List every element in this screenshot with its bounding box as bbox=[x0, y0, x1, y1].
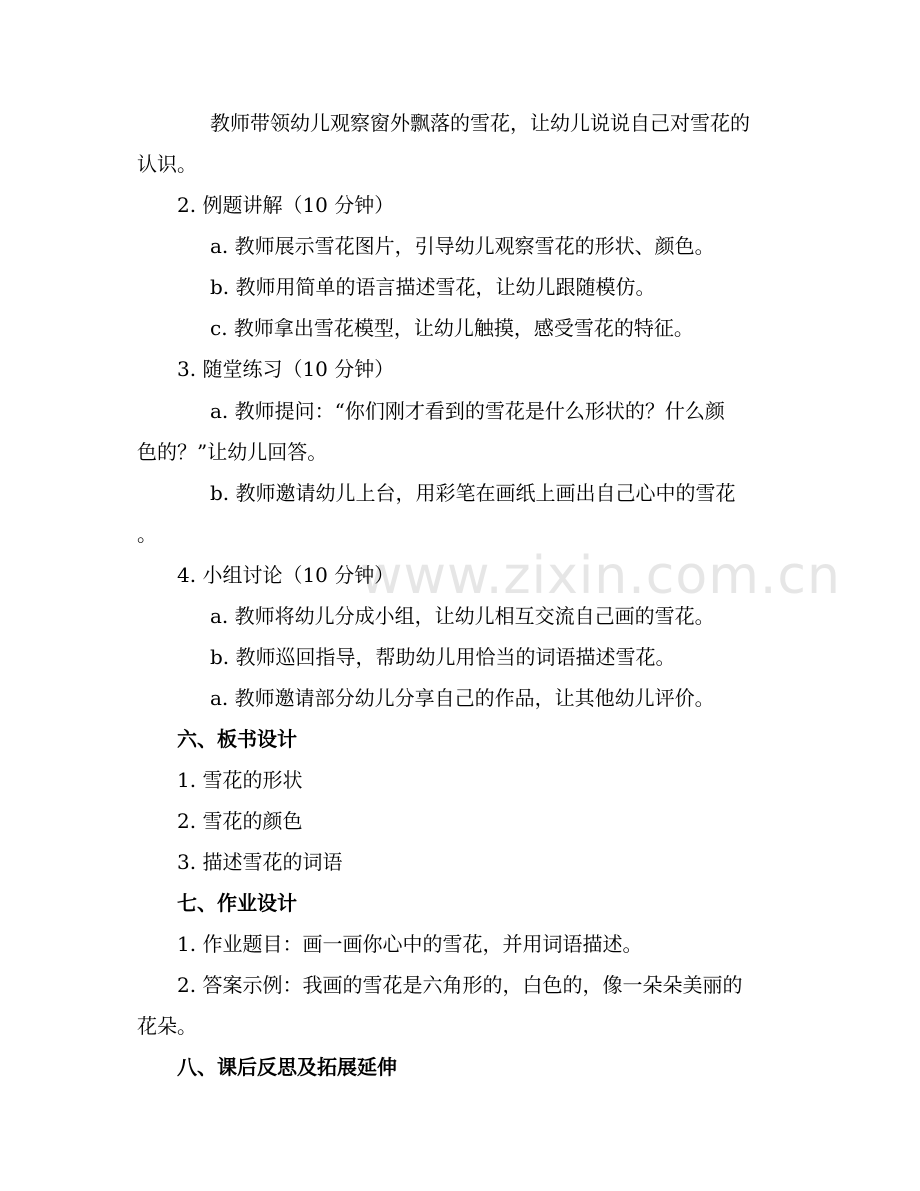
watermark: www.zixin.com.cn bbox=[360, 546, 841, 606]
list-item: b. 教师巡回指导，帮助幼儿用恰当的词语描述雪花。 bbox=[210, 645, 676, 669]
text-line: 认识。 bbox=[137, 152, 197, 176]
list-item: 2. 例题讲解（10 分钟） bbox=[177, 193, 395, 217]
text-line: 。 bbox=[137, 522, 157, 546]
section-heading: 七、作业设计 bbox=[177, 891, 297, 915]
list-item: 3. 描述雪花的词语 bbox=[177, 850, 343, 874]
list-item: b. 教师用简单的语言描述雪花，让幼儿跟随模仿。 bbox=[210, 275, 656, 299]
list-item: a. 教师展示雪花图片，引导幼儿观察雪花的形状、颜色。 bbox=[210, 234, 715, 258]
section-heading: 六、板书设计 bbox=[177, 727, 297, 751]
text-line: 色的？”让幼儿回答。 bbox=[137, 440, 328, 464]
text-line: 花朵。 bbox=[137, 1014, 197, 1038]
list-item: a. 教师提问：“你们刚才看到的雪花是什么形状的？什么颜 bbox=[210, 399, 725, 423]
list-item: 2. 雪花的颜色 bbox=[177, 809, 303, 833]
list-item: 2. 答案示例：我画的雪花是六角形的，白色的，像一朵朵美丽的 bbox=[177, 973, 743, 997]
list-item: a. 教师将幼儿分成小组，让幼儿相互交流自己画的雪花。 bbox=[210, 604, 715, 628]
list-item: b. 教师邀请幼儿上台，用彩笔在画纸上画出自己心中的雪花 bbox=[210, 481, 736, 505]
section-heading: 八、课后反思及拓展延伸 bbox=[177, 1055, 397, 1079]
list-item: 4. 小组讨论（10 分钟） bbox=[177, 563, 395, 587]
list-item: c. 教师拿出雪花模型，让幼儿触摸，感受雪花的特征。 bbox=[210, 316, 694, 340]
list-item: 3. 随堂练习（10 分钟） bbox=[177, 357, 395, 381]
list-item: 1. 雪花的形状 bbox=[177, 768, 303, 792]
text-line: 教师带领幼儿观察窗外飘落的雪花，让幼儿说说自己对雪花的 bbox=[210, 111, 750, 135]
list-item: a. 教师邀请部分幼儿分享自己的作品，让其他幼儿评价。 bbox=[210, 686, 715, 710]
list-item: 1. 作业题目：画一画你心中的雪花，并用词语描述。 bbox=[177, 932, 643, 956]
